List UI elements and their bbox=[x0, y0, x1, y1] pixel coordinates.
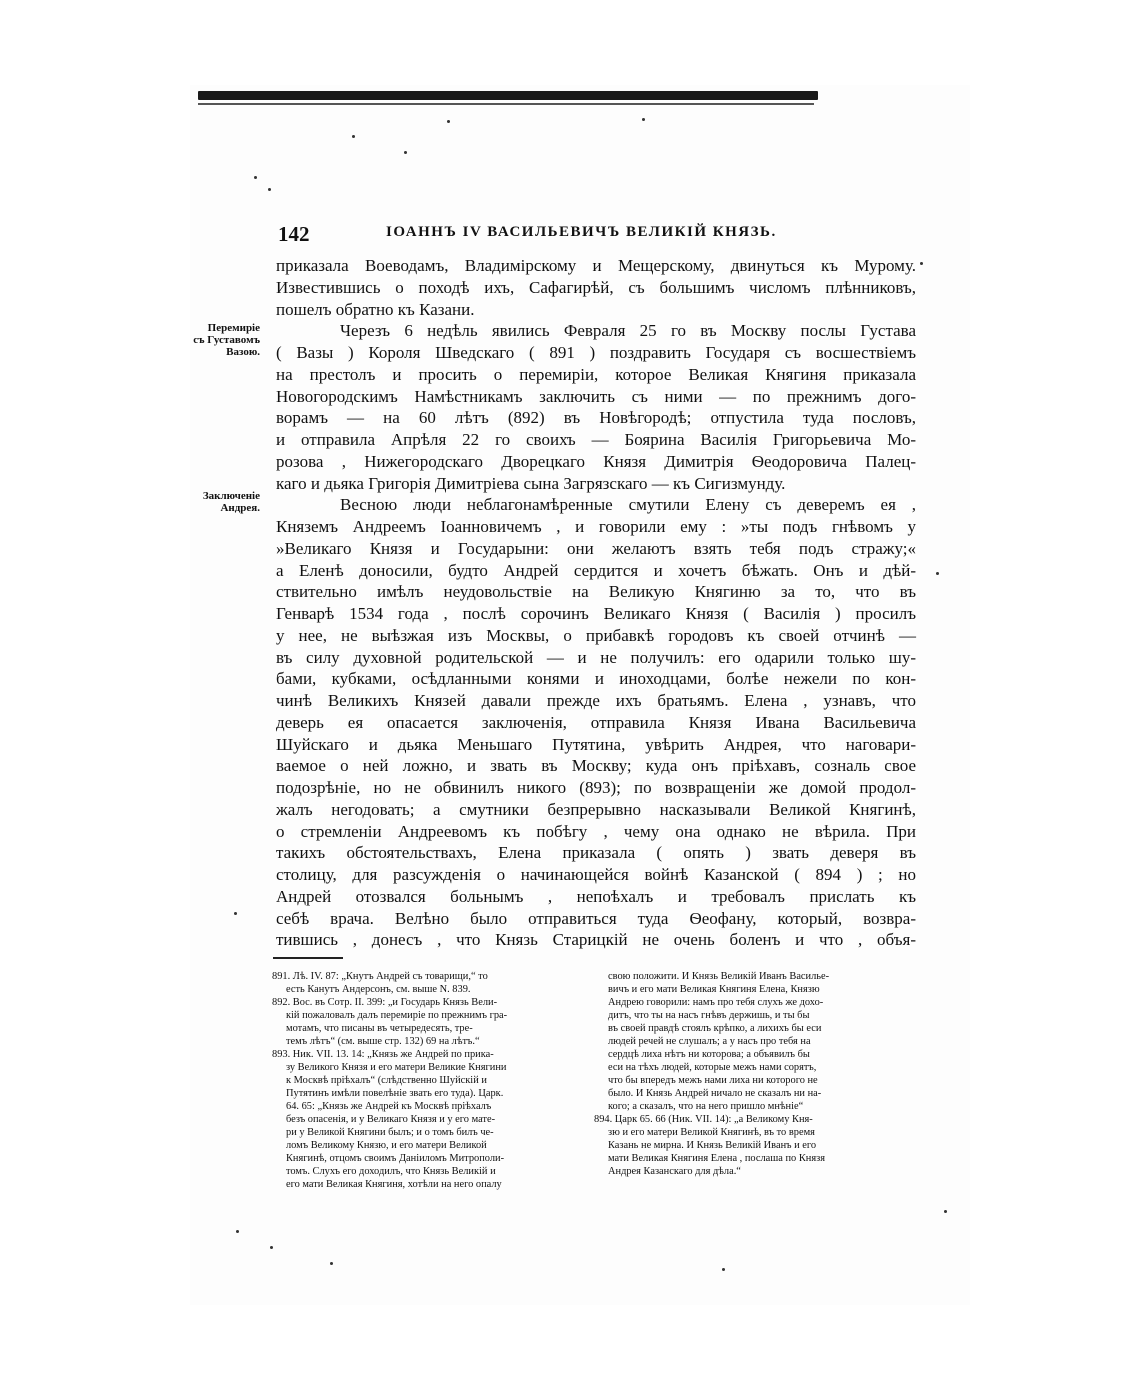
footnote-line: Казань не мирна. И Князь Великій Иванъ и его bbox=[608, 1140, 817, 1151]
text-line: ствительно имѣлъ неудовольствіе на Великую Княгиню за то, что въ bbox=[276, 582, 916, 602]
text-line: »Великаго Князя и Государыни: они желаютъ взять тебя подъ стражу;« bbox=[276, 538, 916, 558]
footnote-line: 64. 65: „Князь же Андрей къ Москвѣ пріѣхалъ bbox=[286, 1101, 492, 1112]
ink-speck bbox=[236, 1230, 239, 1233]
footnote-line: к Москвѣ пріѣхалъ“ (слѣдственно Шуйскій и bbox=[286, 1075, 487, 1086]
footnote-line: Андрея Казанскаго для дѣла.“ bbox=[608, 1166, 741, 1177]
footnote-line: мати Великая Княгиня Елена , послаша по Князя bbox=[608, 1153, 825, 1164]
footnote-line: зу Великого Князя и его матери Великие Княгини bbox=[286, 1062, 507, 1073]
text-line: такихъ обстоятельствахъ, Елена приказала ( опять ) звать деверя въ bbox=[276, 843, 916, 863]
footnote-line: безъ опасенія, и у Великаго Князя и у его мате- bbox=[286, 1114, 496, 1125]
top-border-rule-thin bbox=[198, 103, 814, 105]
text-line: приказала Воеводамъ, Владимірскому и Мещерскому, двинуться къ Мурому. bbox=[276, 256, 916, 275]
footnote-line: свою положити. И Князь Великій Иванъ Василье- bbox=[608, 971, 830, 982]
footnote-line: кій пожаловалъ далъ перемиріе по прежнимъ гра- bbox=[286, 1010, 508, 1021]
footnote-line: ломъ Великому Князю, и его матери Великой bbox=[286, 1140, 487, 1151]
ink-speck bbox=[270, 1246, 273, 1249]
text-line: ворамъ — на 60 лѣтъ (892) въ Новѣгородѣ; отпустила туда пословъ, bbox=[276, 408, 916, 428]
footnote-line: вичъ и его мати Великая Княгиня Елена, Князю bbox=[608, 984, 820, 995]
page-number: 142 bbox=[278, 222, 310, 246]
text-line: каго и дьяка Григорія Димитріева сына Загрязскаго — къ Сигизмунду. bbox=[276, 473, 786, 493]
text-line: Известившись о походѣ ихъ, Сафагирѣй, съ большимъ числомъ плѣнниковъ, bbox=[276, 277, 916, 297]
footnote-line: сердцѣ лиха нѣтъ ни которова; а объявилъ бы bbox=[608, 1049, 810, 1060]
margin-note-truce: Перемиріе съ Густавомъ Вазою. bbox=[193, 322, 260, 358]
footnote-line: 894. Царк 65. 66 (Ник. VII. 14): „а Великому Кня- bbox=[594, 1114, 813, 1125]
text-line: деверь ея опасается заключенія, отправила Князя Ивана Васильевича bbox=[276, 712, 916, 732]
text-line: пошелъ обратно къ Казани. bbox=[276, 299, 475, 319]
ink-speck bbox=[404, 151, 407, 154]
ink-speck bbox=[642, 118, 645, 121]
main-body-text bbox=[276, 255, 916, 951]
text-line: на престолъ и просить о перемиріи, которое Великая Княгиня приказала bbox=[276, 364, 916, 384]
footnote-line: еси на тѣхъ людей, которые межъ нами сорятъ, bbox=[608, 1062, 817, 1073]
footnote-line: 891. Лѣ. IV. 87: „Кнутъ Андрей съ товарищи,“ то bbox=[272, 971, 488, 982]
text-line: жалъ негодовать; а смутники безпрерывно насказывали Великой Княгинѣ, bbox=[276, 799, 916, 819]
ink-speck bbox=[234, 912, 237, 915]
text-line: Шуйскаго и дьяка Меньшаго Путятина, увѣрить Андрея, что наговари- bbox=[276, 734, 916, 754]
text-line: розова , Нижегородскаго Дворецкаго Князя Димитрія Ѳеодоровича Палец- bbox=[276, 451, 916, 471]
footnote-line: темъ лѣтъ“ (см. выше стр. 132) 69 на лѣтъ.“ bbox=[286, 1036, 480, 1047]
ink-speck bbox=[447, 120, 450, 123]
footnote-line: зю и его матери Великой Княгинѣ, въ то время bbox=[608, 1127, 815, 1138]
footnote-line: дитъ, что ты на насъ гнѣвъ держишь, и ты бы bbox=[608, 1010, 810, 1021]
text-line: Генварѣ 1534 года , послѣ сорочинъ Великаго Князя ( Василія ) просилъ bbox=[276, 604, 916, 623]
footnote-line: что бы впередъ межъ нами лиха ни которого не bbox=[608, 1075, 818, 1086]
text-line: а Еленѣ доносили, будто Андрей сердится и хочетъ бѣжать. Онъ и дѣй- bbox=[276, 560, 916, 580]
top-border-rule bbox=[198, 91, 818, 100]
footnote-line: 893. Ник. VII. 13. 14: „Князь же Андрей по прика- bbox=[272, 1049, 494, 1060]
footnote-line: въ своей правдѣ стоялъ крѣпко, а лихихъ бы еси bbox=[608, 1023, 822, 1034]
footnote-line: томъ. Слухъ его доходилъ, что Князь Великій и bbox=[286, 1166, 496, 1177]
ink-speck bbox=[352, 135, 355, 138]
footnote-line: было. И Князь Андрей ничало не сказалъ ни на- bbox=[608, 1088, 822, 1099]
text-line: Черезъ 6 недѣль явились Февраля 25 го въ Москву послы Густава bbox=[340, 321, 916, 341]
text-line: ( Вазы ) Короля Шведскаго ( 891 ) поздравить Государя съ восшествіемъ bbox=[276, 343, 916, 362]
text-line: о стремленіи Андреевомъ къ побѣгу , чему она однако не вѣрила. При bbox=[276, 821, 916, 841]
text-line: Весною люди неблагонамѣренные смутили Елену съ деверемъ ея , bbox=[340, 495, 916, 515]
footnote-line: Княгинѣ, отцомъ своимъ Даніиломъ Митрополи- bbox=[286, 1153, 505, 1164]
text-line: ваемое о ней ложно, и звать въ Москву; куда онъ пріѣхавъ, созналь свое bbox=[276, 756, 916, 776]
text-line: себѣ врача. Велѣно было отправиться туда Ѳеофану, который, возвра- bbox=[276, 908, 916, 928]
text-line: Новогородскимъ Намѣстникамъ заключить съ ними — по прежнимъ дого- bbox=[276, 386, 916, 406]
text-line: чинѣ Великихъ Князей давали прежде ихъ братьямъ. Елена , узнавъ, что bbox=[276, 691, 916, 710]
footnote-line: есть Канутъ Андерсонъ, см. выше N. 839. bbox=[286, 984, 471, 995]
page-header bbox=[278, 222, 838, 252]
text-line: въ силу духовной родительской — и не получилъ: его одарили только шу- bbox=[276, 647, 916, 667]
footnote-line: людей речей не слушалъ; а у насъ про тебя на bbox=[608, 1036, 811, 1047]
ink-speck bbox=[936, 572, 939, 575]
ink-speck bbox=[920, 262, 923, 265]
footnote-separator bbox=[273, 957, 343, 959]
text-line: Андрей отозвался больнымъ , непоѣхалъ и требовалъ прислать къ bbox=[276, 886, 916, 906]
footnote-line: ри у Великой Княгини былъ; и о томъ билъ че- bbox=[286, 1127, 494, 1138]
ink-speck bbox=[254, 176, 257, 179]
ink-speck bbox=[722, 1268, 725, 1271]
margin-note-imprisonment: Заключеніе Андрея. bbox=[202, 490, 260, 514]
text-line: у нее, не выѣзжая изъ Москвы, о прибавкѣ городовъ къ своей отчинѣ — bbox=[276, 625, 916, 645]
text-line: подозрѣніе, но не обвинилъ никого (893); по возвращеніи же домой продол- bbox=[276, 778, 916, 797]
text-line: тившись , донесъ , что Князь Старицкій не очень боленъ и что , объя- bbox=[276, 930, 916, 950]
footnote-line: кого; а сказалъ, что на него пришло мнѣніе“ bbox=[608, 1101, 804, 1112]
text-line: бами, кубками, осѣдланными конями и иноходцами, болѣе нежели по кон- bbox=[276, 669, 916, 689]
footnote-line: Путятинъ имѣли повелѣніе звать его туда). Царк. bbox=[286, 1088, 504, 1099]
footnote-line: 892. Вос. въ Сотр. II. 399: „и Государь Князь Вели- bbox=[272, 997, 498, 1008]
text-line: и отправила Апрѣля 22 го своихъ — Боярина Василія Григорьевича Мо- bbox=[276, 430, 916, 449]
footnote-line: мотамъ, что писаны въ четыредесять, тре- bbox=[286, 1023, 473, 1034]
text-line: столицу, для разсужденія о начинающейся войнѣ Казанской ( 894 ) ; но bbox=[276, 865, 916, 884]
ink-speck bbox=[944, 1210, 947, 1213]
ink-speck bbox=[330, 1262, 333, 1265]
text-line: Княземъ Андреемъ Іоанновичемъ , и говорили ему : »ты подъ гнѣвомъ у bbox=[276, 517, 916, 536]
ink-speck bbox=[268, 188, 271, 191]
running-title: ІОАННЪ IV ВАСИЛЬЕВИЧЪ ВЕЛИКІЙ КНЯЗЬ. bbox=[386, 224, 777, 240]
footnote-line: его мати Великая Княгиня, хотѣли на него опалу bbox=[286, 1179, 502, 1190]
footnotes-left-column bbox=[272, 970, 590, 1191]
footnotes-right-column bbox=[594, 970, 912, 1178]
footnote-line: Андрею говорили: намъ про тебя слухъ же дохо- bbox=[608, 997, 824, 1008]
